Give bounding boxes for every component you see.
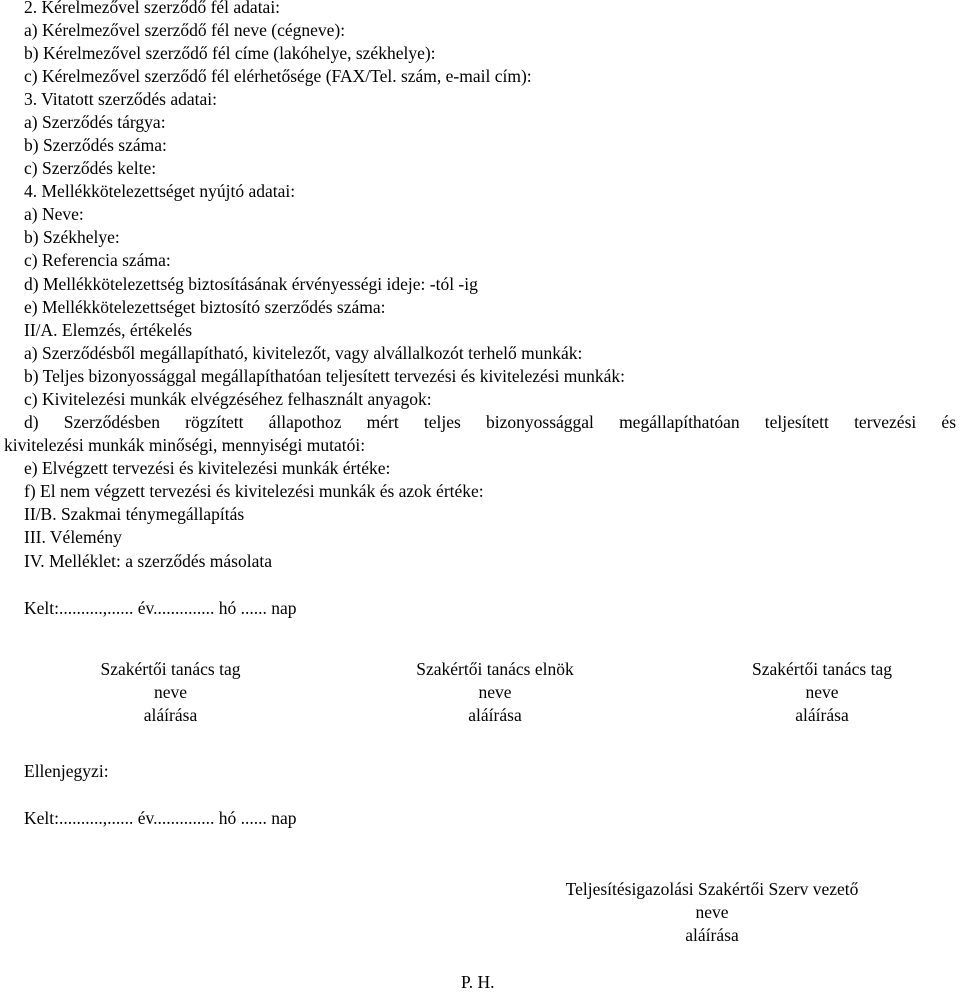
signature-title: Szakértői tanács tag — [100, 659, 241, 679]
field-guarantor-seat: b) Székhelye: — [24, 227, 120, 247]
field-party-address: b) Kérelmezővel szerződő fél címe (lakóhelye, székhelye): — [24, 43, 436, 63]
field-2a-f: f) El nem végzett tervezési és kivitelezési munkák és azok értéke: — [24, 481, 484, 501]
signature-title: Szakértői tanács tag — [752, 659, 892, 679]
field-contract-subject: a) Szerződés tárgya: — [24, 112, 166, 132]
section-3-heading: 3. Vitatott szerződés adatai: — [24, 89, 218, 109]
field-2a-d-line2: kivitelezési munkák minőségi, mennyiségi mutatói: — [4, 435, 366, 455]
field-party-contact: c) Kérelmezővel szerződő fél elérhetősége (FAX/Tel. szám, e-mail cím): — [24, 66, 532, 86]
signature-sign: aláírása — [795, 705, 849, 725]
date-line-1: Kelt:..........,...... év.............. hó ...... nap — [24, 598, 297, 618]
field-guarantee-contract-number: e) Mellékkötelezettséget biztosító szerződés száma: — [24, 297, 386, 317]
signature-name: neve — [153, 682, 188, 702]
field-2a-e: e) Elvégzett tervezési és kivitelezési munkák értéke: — [24, 458, 391, 478]
field-2a-b: b) Teljes bizonyossággal megállapíthatóan teljesített tervezési és kivitelezési munkák: — [24, 366, 626, 386]
field-party-name: a) Kérelmezővel szerződő fél neve (cégneve): — [24, 20, 346, 40]
section-3-opinion-heading: III. Vélemény — [24, 527, 122, 547]
signature-title: Szakértői tanács elnök — [416, 659, 574, 679]
section-2-heading: 2. Kérelmezővel szerződő fél adatai: — [24, 0, 281, 17]
field-contract-number: b) Szerződés száma: — [24, 135, 167, 155]
signature-name: neve — [695, 902, 729, 922]
countersign-label: Ellenjegyzi: — [24, 761, 109, 781]
section-2b-heading: II/B. Szakmai ténymegállapítás — [24, 504, 245, 524]
section-4-attachment-heading: IV. Melléklet: a szerződés másolata — [24, 551, 272, 571]
signature-block-certifying-head — [532, 878, 892, 947]
signature-block-member-1 — [88, 658, 253, 727]
signature-sign: aláírása — [143, 705, 198, 725]
signature-title: Teljesítésigazolási Szakértői Szerv vezető — [565, 879, 859, 899]
signature-block-chair — [400, 658, 590, 727]
field-2a-c: c) Kivitelezési munkák elvégzéséhez felhasznált anyagok: — [24, 389, 432, 409]
section-4-heading: 4. Mellékkötelezettséget nyújtó adatai: — [24, 181, 296, 201]
signature-name: neve — [805, 682, 839, 702]
field-contract-date: c) Szerződés kelte: — [24, 158, 157, 178]
section-2a-heading: II/A. Elemzés, értékelés — [24, 320, 193, 340]
signature-name: neve — [478, 682, 512, 702]
date-line-2: Kelt:..........,...... év.............. hó ...... nap — [24, 808, 297, 828]
signature-sign: aláírása — [468, 705, 522, 725]
stamp-label: P. H. — [461, 972, 495, 992]
field-guarantor-name: a) Neve: — [24, 204, 84, 224]
field-validity-period: d) Mellékkötelezettség biztosításának érvényességi ideje: -tól -ig — [24, 274, 478, 294]
signature-sign: aláírása — [685, 925, 739, 945]
field-2a-a: a) Szerződésből megállapítható, kivitelezőt, vagy alvállalkozót terhelő munkák: — [24, 343, 583, 363]
signature-block-member-2 — [738, 658, 906, 727]
field-reference-number: c) Referencia száma: — [24, 250, 171, 270]
field-2a-d-line1: d) Szerződésben rögzített állapothoz mért teljes bizonyossággal megállapíthatóan teljesített tervezési és — [24, 412, 956, 432]
